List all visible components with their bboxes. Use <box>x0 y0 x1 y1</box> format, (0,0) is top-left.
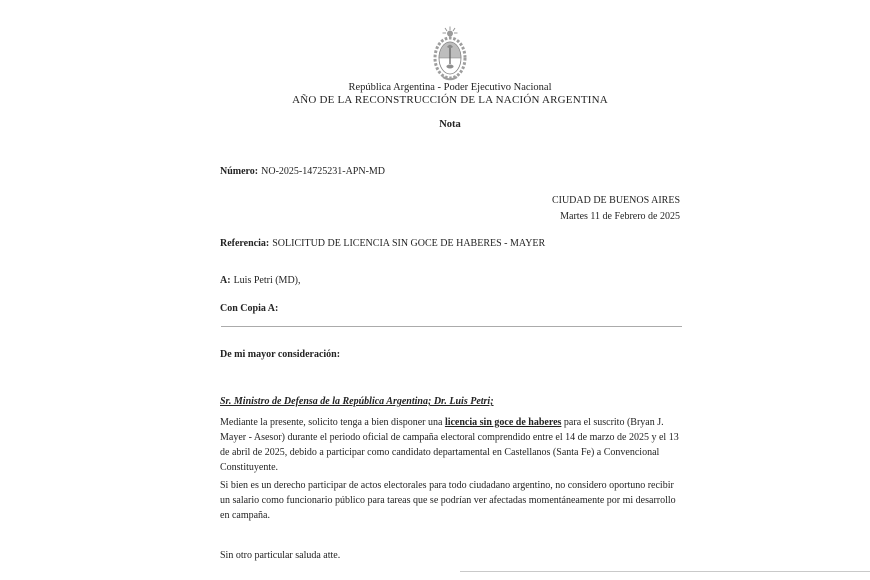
paragraph-1-emphasis: licencia sin goce de haberes <box>444 417 562 428</box>
date-line: Martes 11 de Febrero de 2025 <box>560 211 680 222</box>
addressee-line: Sr. Ministro de Defensa de la República Argentina; Dr. Luis Petri; <box>220 396 494 407</box>
reference-line <box>220 236 680 251</box>
recipient-line <box>220 273 680 288</box>
reference-value: SOLICITUD DE LICENCIA SIN GOCE DE HABERES - MAYER <box>272 238 546 249</box>
salutation-line: De mi mayor consideración: <box>220 349 341 360</box>
cc-line: Con Copia A: <box>220 303 279 314</box>
number-label: Número: <box>220 166 259 177</box>
recipient-label: A: <box>220 275 231 286</box>
reference-label: Referencia: <box>220 238 270 249</box>
city-line: CIUDAD DE BUENOS AIRES <box>551 195 680 206</box>
document-type-title: Nota <box>439 119 461 130</box>
bottom-edge-line <box>460 571 870 572</box>
document-number-line <box>220 164 680 179</box>
city-date-block <box>220 193 680 225</box>
number-value: NO-2025-14725231-APN-MD <box>261 166 386 177</box>
argentina-coat-of-arms-icon <box>427 26 473 82</box>
body-paragraph-1 <box>220 415 680 475</box>
closing-line: Sin otro particular saluda atte. <box>220 550 341 561</box>
paragraph-1-text-before: Mediante la presente, solicito tenga a bien disponer una <box>220 417 445 428</box>
paragraph-1-text-after: para el suscrito (Bryan J. Mayer - Asesor) durante el periodo oficial de campaña electoral comprendido entre el 14 de marzo de 2025 y el 13 de abril de 2025, debido a participar como candidato departamental en Castellanos (Santa Fe) a Convencional Constituyente. <box>220 417 679 473</box>
header-year-line: AÑO DE LA RECONSTRUCCIÓN DE LA NACIÓN ARGENTINA <box>292 94 608 106</box>
body-paragraph-2: Si bien es un derecho participar de actos electorales para todo ciudadano argentino, no considero oportuno recibir un salario como funcionario público para tareas que se podrían ver afectadas momentáneamente por mi desarrollo en campaña. <box>220 480 676 521</box>
section-divider <box>221 326 682 327</box>
header-org-line: República Argentina - Poder Ejecutivo Nacional <box>348 82 552 93</box>
recipient-value: Luis Petri (MD), <box>233 275 301 286</box>
